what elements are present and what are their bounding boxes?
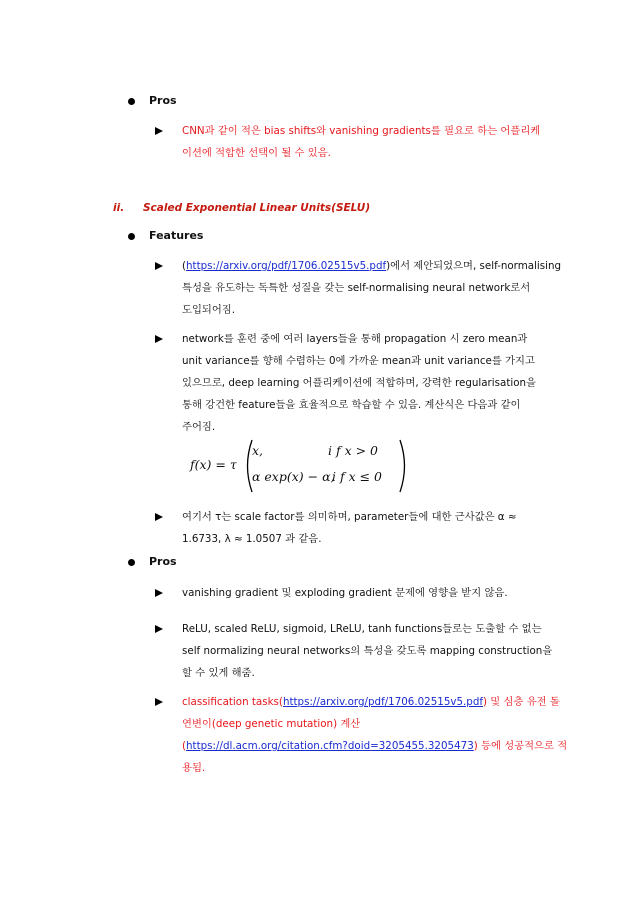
bullet-dot-icon: [128, 233, 135, 240]
pro3-line1: [182, 691, 560, 713]
pro3-line3: [182, 735, 567, 757]
formula-lhs: f(x) = τ: [190, 457, 237, 472]
feature1-line2: 특성을 유도하는 독특한 성질을 갖는 self-normalising neural network로서: [182, 282, 531, 294]
selu-paper-link[interactable]: https://arxiv.org/pdf/1706.02515v5.pdf: [186, 260, 387, 272]
feature3-line1: 여기서 τ는 scale factor를 의미하며, parameter들에 대한 근사값은 α ≈: [182, 511, 517, 523]
selu-paper-link-2[interactable]: https://arxiv.org/pdf/1706.02515v5.pdf: [282, 696, 484, 708]
pros-top-item-line1: CNN과 같이 적은 bias shifts와 vanishing gradients를 필요로 하는 어플리케: [182, 125, 541, 137]
bullet-dot-icon: [128, 98, 135, 105]
feature1-line1: [182, 255, 561, 277]
pro2-line2: self normalizing neural networks의 특성을 갖도록 mapping construction을: [182, 645, 553, 657]
feature2-line3: 있으므로, deep learning 어플리케이션에 적합하며, 강력한 regularisation을: [182, 377, 536, 389]
pro2-line3: 할 수 있게 해줌.: [182, 667, 255, 679]
pro3-line3-a: (: [182, 740, 187, 752]
section-title: Scaled Exponential Linear Units(SELU): [143, 202, 371, 214]
pro3-line1-a: classification tasks(: [182, 696, 283, 708]
pro3-line2: 연변이(deep genetic mutation) 계산: [182, 718, 361, 730]
feature1-line3: 도입되어짐.: [182, 304, 236, 316]
features-heading: Features: [149, 229, 204, 242]
arrow-bullet-icon: [155, 625, 163, 633]
feature3-line2: 1.6733, λ ≈ 1.0507 과 같음.: [182, 533, 322, 545]
pro3-line4: 용됨.: [182, 762, 206, 774]
arrow-bullet-icon: [155, 589, 163, 597]
feature1-line1-rest: )에서 제안되었으며, self-normalising: [386, 260, 562, 272]
formula-row1-left: x,: [252, 443, 264, 458]
feature2-line1: network를 훈련 중에 여러 layers들을 통해 propagation 시 zero mean과: [182, 333, 528, 345]
pros-top-item-line2: 이션에 적합한 선택이 될 수 있음.: [182, 147, 331, 159]
arrow-bullet-icon: [155, 262, 163, 270]
section-number: ii.: [113, 202, 125, 214]
right-paren-icon: [398, 439, 410, 493]
feature2-line4: 통해 강건한 feature들을 효율적으로 학습할 수 있음. 계산식은 다음과 같이: [182, 399, 521, 411]
pro3-line3-b: ) 등에 성공적으로 적: [473, 740, 568, 752]
arrow-bullet-icon: [155, 127, 163, 135]
acm-citation-link[interactable]: https://dl.acm.org/citation.cfm?doid=3205455.3205473: [186, 740, 474, 752]
arrow-bullet-icon: [155, 698, 163, 706]
pros-heading: Pros: [149, 555, 177, 568]
pro3-line1-b: ) 및 심층 유전 돌: [483, 696, 560, 708]
feature2-line2: unit variance를 향해 수렴하는 0에 가까운 mean과 unit variance를 가지고: [182, 355, 535, 367]
feature1-paren: (: [182, 260, 187, 272]
feature2-line5: 주어짐.: [182, 421, 216, 433]
selu-formula: [186, 437, 416, 493]
formula-row2-right: i f x ≤ 0: [332, 469, 382, 484]
arrow-bullet-icon: [155, 513, 163, 521]
pro1-line: vanishing gradient 및 exploding gradient 문제에 영향을 받지 않음.: [182, 587, 508, 599]
formula-row1-right: i f x > 0: [328, 443, 378, 458]
arrow-bullet-icon: [155, 335, 163, 343]
pros-heading-top: Pros: [149, 94, 177, 107]
pro2-line1: ReLU, scaled ReLU, sigmoid, LReLU, tanh functions들로는 도출할 수 없는: [182, 623, 542, 635]
bullet-dot-icon: [128, 559, 135, 566]
formula-row2-left: α exp(x) − α,: [252, 469, 335, 484]
